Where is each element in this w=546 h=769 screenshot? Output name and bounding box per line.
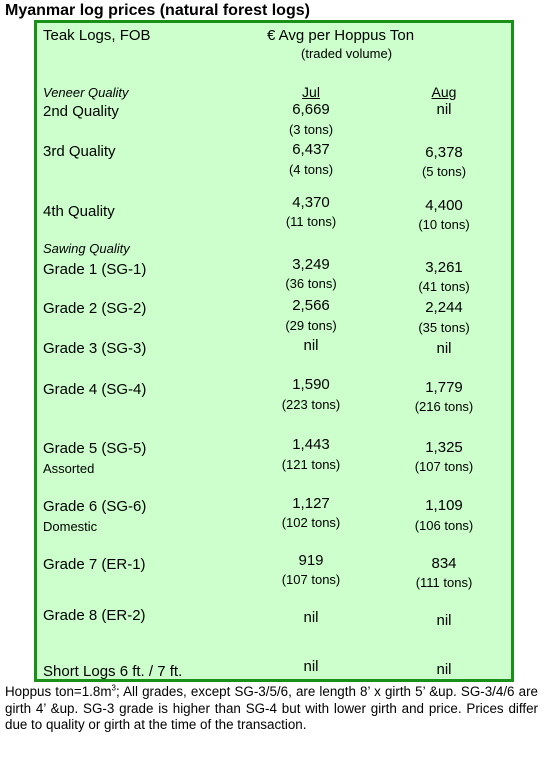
aug-price: 1,325 [425,439,463,456]
jul-price: 3,249 [292,256,330,273]
aug-price: 2,244 [425,299,463,316]
row-label: Short Logs 6 ft. / 7 ft. [43,663,183,680]
aug-price: nil [436,340,452,357]
section-veneer: Veneer Quality [43,85,129,100]
jul-price: 6,669 [292,101,330,118]
aug-price: 3,261 [425,259,463,276]
footnote-rest: ; All grades, except SG-3/5/6, are length 8’ x girth 5’ &up. SG-3/4/6 are girth 4’ &up. SG-3 grade is higher than SG-4 but with lower girth and price. Prices differ due to quality or girth at the time of the transaction. [5,684,538,732]
aug-volume: (216 tons) [414,399,474,414]
aug-price: 4,400 [425,197,463,214]
row-label: Grade 5 (SG-5) [43,440,147,457]
aug-volume: (35 tons) [418,320,470,335]
row-label: Grade 1 (SG-1) [43,261,147,278]
row-label: Grade 7 (ER-1) [43,556,146,573]
product-header: Teak Logs, FOB [43,27,151,44]
row-sublabel: Assorted [43,461,95,476]
aug-price: 1,779 [425,379,463,396]
jul-price: nil [303,609,319,626]
aug-price: 6,378 [425,144,463,161]
jul-volume: (223 tons) [281,397,341,412]
jul-volume: (3 tons) [288,122,334,137]
aug-volume: (111 tons) [415,575,473,590]
column-header-aug: Aug [431,84,457,100]
footnote [5,684,538,734]
jul-price: 1,590 [292,376,330,393]
jul-volume: (11 tons) [285,214,337,229]
row-label: 4th Quality [43,203,115,220]
jul-volume: (4 tons) [288,162,334,177]
jul-price: 2,566 [292,297,330,314]
footnote-superscript: 3 [111,683,116,693]
jul-price: nil [303,337,319,354]
unit-subheader: (traded volume) [301,46,393,61]
jul-price: 919 [298,552,324,569]
row-label: Grade 8 (ER-2) [43,607,146,624]
page-title: Myanmar log prices (natural forest logs) [5,2,310,19]
aug-volume: (5 tons) [421,164,467,179]
row-label: Grade 4 (SG-4) [43,381,147,398]
jul-volume: (36 tons) [285,276,337,291]
jul-volume: (121 tons) [281,457,341,472]
jul-price: 1,127 [292,495,330,512]
aug-volume: (41 tons) [418,279,470,294]
jul-price: 1,443 [292,436,330,453]
aug-volume: (106 tons) [414,518,474,533]
row-sublabel: Domestic [43,519,98,534]
row-label: 3rd Quality [43,143,116,160]
column-header-jul: Jul [302,84,320,100]
aug-volume: (10 tons) [418,217,470,232]
footnote-start: Hoppus ton=1.8m [5,684,112,699]
jul-volume: (107 tons) [281,572,341,587]
section-sawing: Sawing Quality [43,241,130,256]
aug-volume: (107 tons) [414,459,474,474]
jul-price: 4,370 [292,194,330,211]
row-label: 2nd Quality [43,103,119,120]
jul-price: nil [303,658,319,675]
row-label: Grade 2 (SG-2) [43,300,147,317]
aug-price: 834 [431,555,457,572]
unit-header: € Avg per Hoppus Ton [267,27,415,44]
row-label: Grade 6 (SG-6) [43,498,147,515]
price-table [34,20,514,682]
jul-volume: (29 tons) [285,318,337,333]
aug-price: nil [436,661,452,678]
aug-price: nil [436,612,452,629]
aug-price: nil [436,101,452,118]
row-label: Grade 3 (SG-3) [43,340,147,357]
jul-volume: (102 tons) [281,515,341,530]
jul-price: 6,437 [292,141,330,158]
aug-price: 1,109 [425,497,463,514]
